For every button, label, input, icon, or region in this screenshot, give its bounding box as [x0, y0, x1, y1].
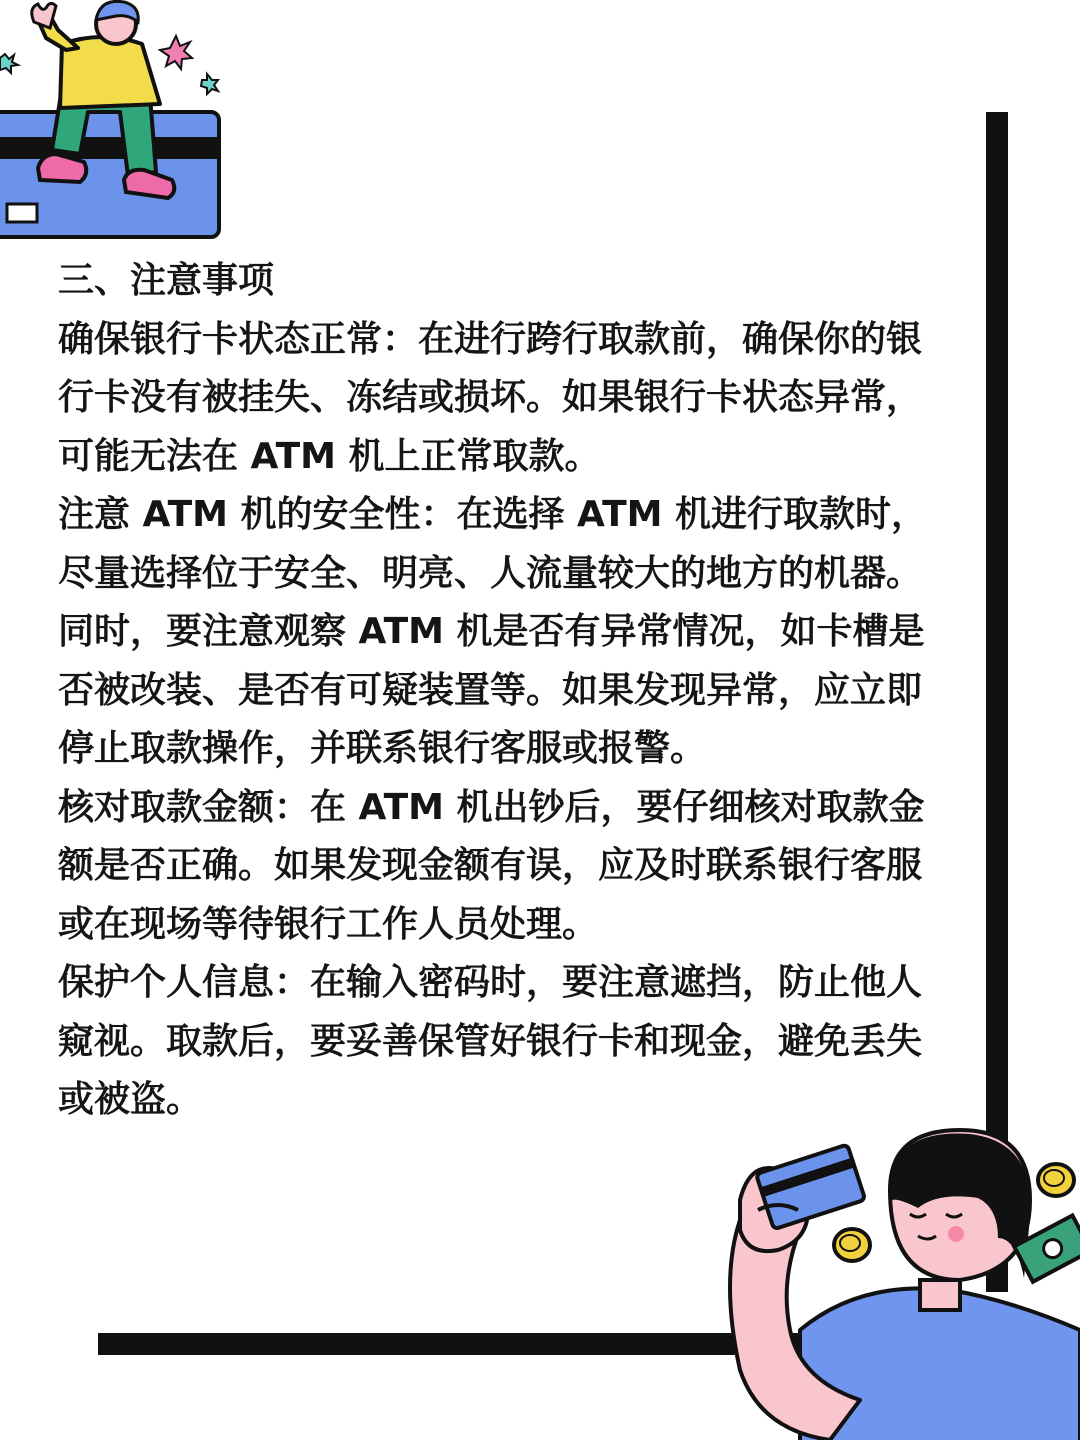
frame-bottom-line — [98, 1333, 798, 1355]
card-sitter-illustration — [0, 0, 230, 240]
note-check-amount: 核对取款金额：在 ATM 机出钞后，要仔细核对取款金额是否正确。如果发现金额有误，应及时联系银行客服或在现场等待银行工作人员处理。 — [58, 786, 925, 945]
note-card-status: 确保银行卡状态正常：在进行跨行取款前，确保你的银行卡没有被挂失、冻结或损坏。如果银行卡状态异常，可能无法在 ATM 机上正常取款。 — [58, 318, 923, 477]
note-atm-safety: 注意 ATM 机的安全性：在选择 ATM 机进行取款时，尽量选择位于安全、明亮、人流量较大的地方的机器。同时，要注意观察 ATM 机是否有异常情况，如卡槽是否被改装、是否有可疑装置等。如果发现异常，应立即停止取款操作，并联系银行客服或报警。 — [58, 494, 928, 769]
frame-right-line — [986, 112, 1008, 1292]
section-heading: 三、注意事项 — [58, 260, 275, 301]
note-protect-info: 保护个人信息：在输入密码时，要注意遮挡，防止他人窥视。取款后，要妥善保管好银行卡和现金，避免丢失或被盗。 — [58, 962, 923, 1120]
notes-section — [58, 252, 938, 1130]
card-holder-illustration — [720, 1130, 1080, 1440]
